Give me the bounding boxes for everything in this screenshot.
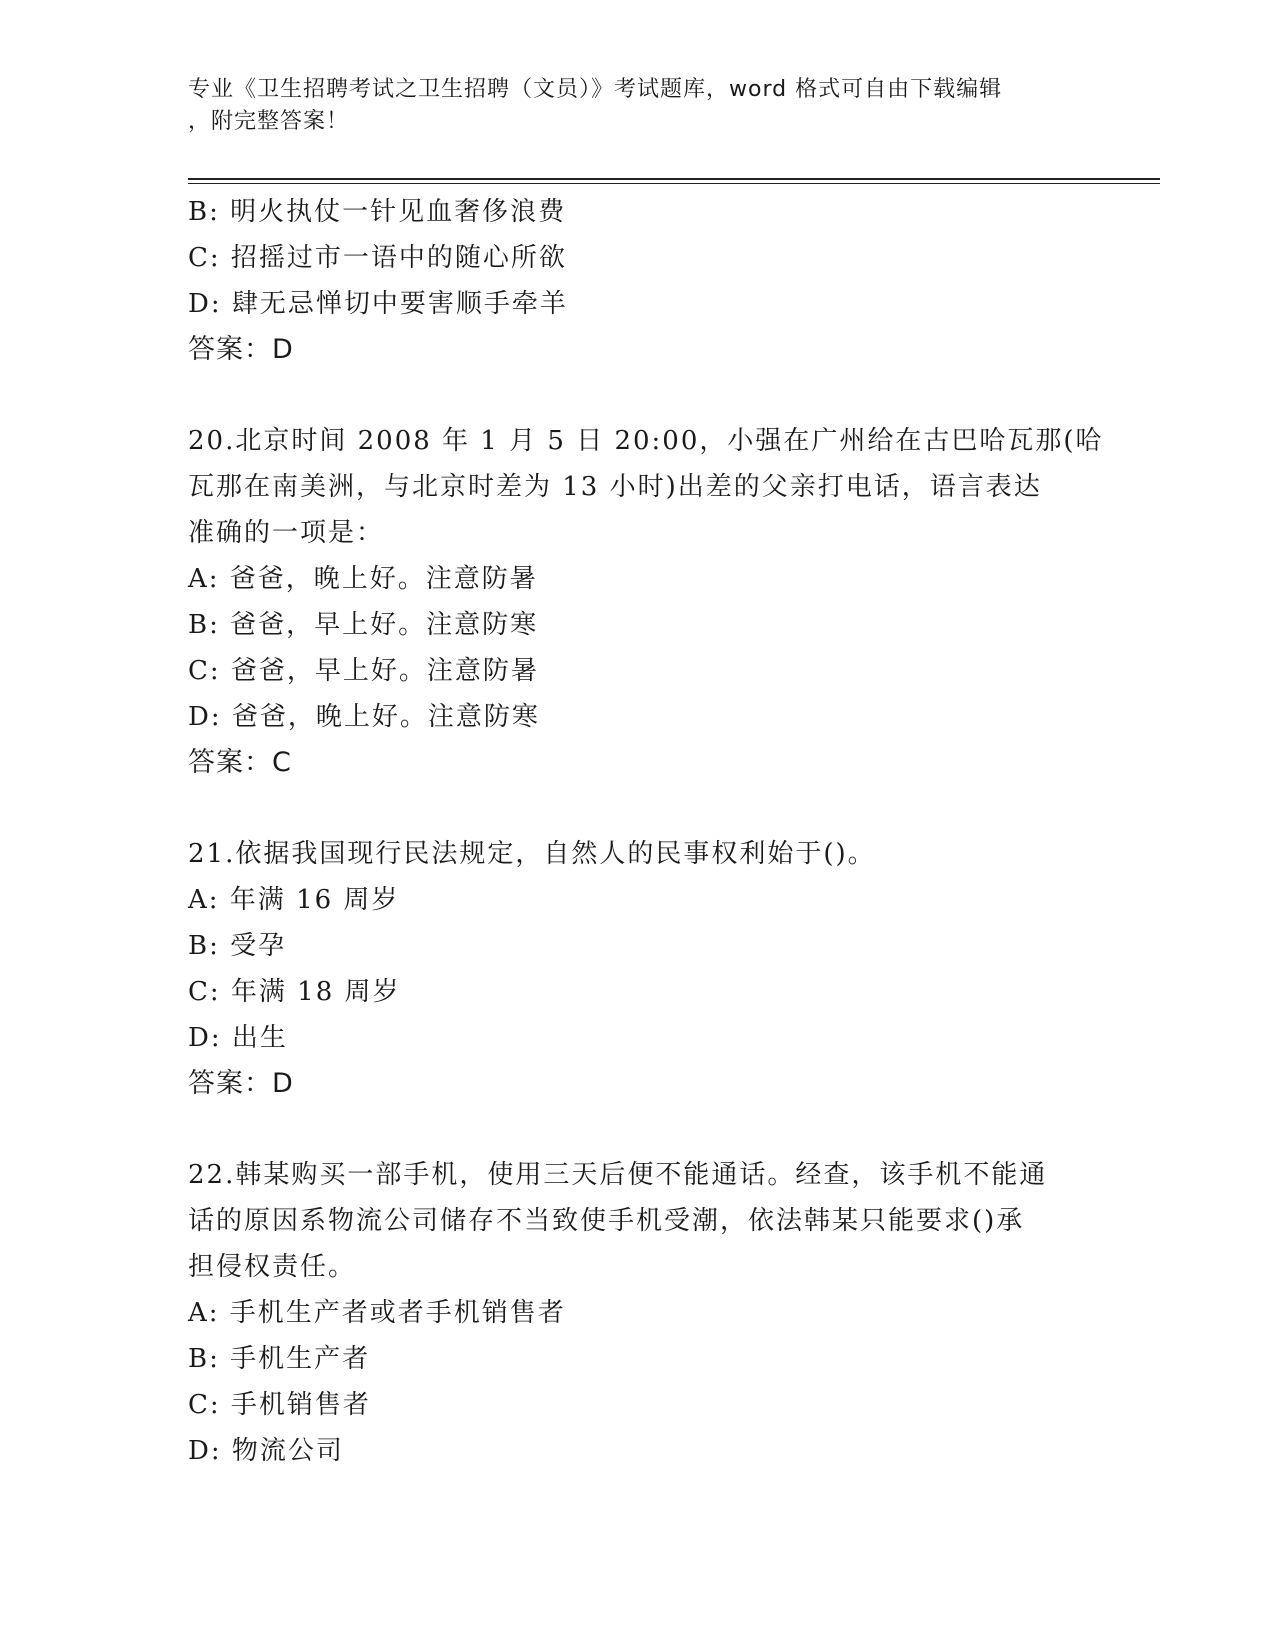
option-d: D: 出生 — [188, 1023, 288, 1053]
document-header — [188, 74, 1068, 138]
question-gap — [188, 373, 1088, 418]
question-stem-line: 20.北京时间 2008 年 1 月 5 日 20:00，小强在广州给在古巴哈瓦那(哈 — [188, 426, 1104, 456]
question-21 — [188, 831, 1088, 1107]
question-stem-line: 担侵权责任。 — [188, 1252, 357, 1282]
option-b: B: 爸爸，早上好。注意防寒 — [188, 610, 539, 640]
option-c: C: 年满 18 周岁 — [188, 977, 401, 1007]
question-19-continued — [188, 189, 1088, 373]
option-b: B: 受孕 — [188, 931, 287, 961]
question-list — [188, 189, 1104, 1474]
option-d: D: 物流公司 — [188, 1436, 344, 1466]
question-stem-line: 21.依据我国现行民法规定，自然人的民事权利始于()。 — [188, 839, 876, 869]
question-gap — [188, 786, 1088, 831]
option-c: C: 爸爸，早上好。注意防暑 — [188, 656, 539, 686]
header-rule-thick — [188, 178, 1160, 180]
option-d: D: 肆无忌惮切中要害顺手牵羊 — [188, 289, 568, 319]
option-a: A: 年满 16 周岁 — [188, 885, 400, 915]
question-22 — [188, 1152, 1088, 1474]
option-c: C: 手机销售者 — [188, 1390, 371, 1420]
option-c: C: 招摇过市一语中的随心所欲 — [188, 243, 567, 273]
question-gap — [188, 1107, 1088, 1152]
question-stem-line: 准确的一项是： — [188, 518, 385, 548]
question-stem-line: 瓦那在南美洲，与北京时差为 13 小时)出差的父亲打电话，语言表达 — [188, 472, 1042, 502]
question-20 — [188, 418, 1104, 786]
option-a: A: 爸爸，晚上好。注意防暑 — [188, 564, 538, 594]
option-d: D: 爸爸，晚上好。注意防寒 — [188, 702, 540, 732]
question-stem-line: 22.韩某购买一部手机，使用三天后便不能通话。经查，该手机不能通 — [188, 1160, 1048, 1190]
option-b: B: 手机生产者 — [188, 1344, 371, 1374]
answer-line: 答案：D — [188, 1068, 294, 1099]
header-rule-thin — [188, 183, 1160, 184]
answer-line: 答案：C — [188, 747, 292, 778]
header-line-1: 专业《卫生招聘考试之卫生招聘（文员）》考试题库，word 格式可自由下载编辑 — [188, 77, 1003, 102]
answer-line: 答案：D — [188, 334, 294, 365]
header-line-2: ，附完整答案！ — [188, 109, 350, 134]
option-b: B: 明火执仗一针见血奢侈浪费 — [188, 197, 567, 227]
option-a: A: 手机生产者或者手机销售者 — [188, 1298, 566, 1328]
question-stem-line: 话的原因系物流公司储存不当致使手机受潮，依法韩某只能要求()承 — [188, 1206, 1025, 1236]
